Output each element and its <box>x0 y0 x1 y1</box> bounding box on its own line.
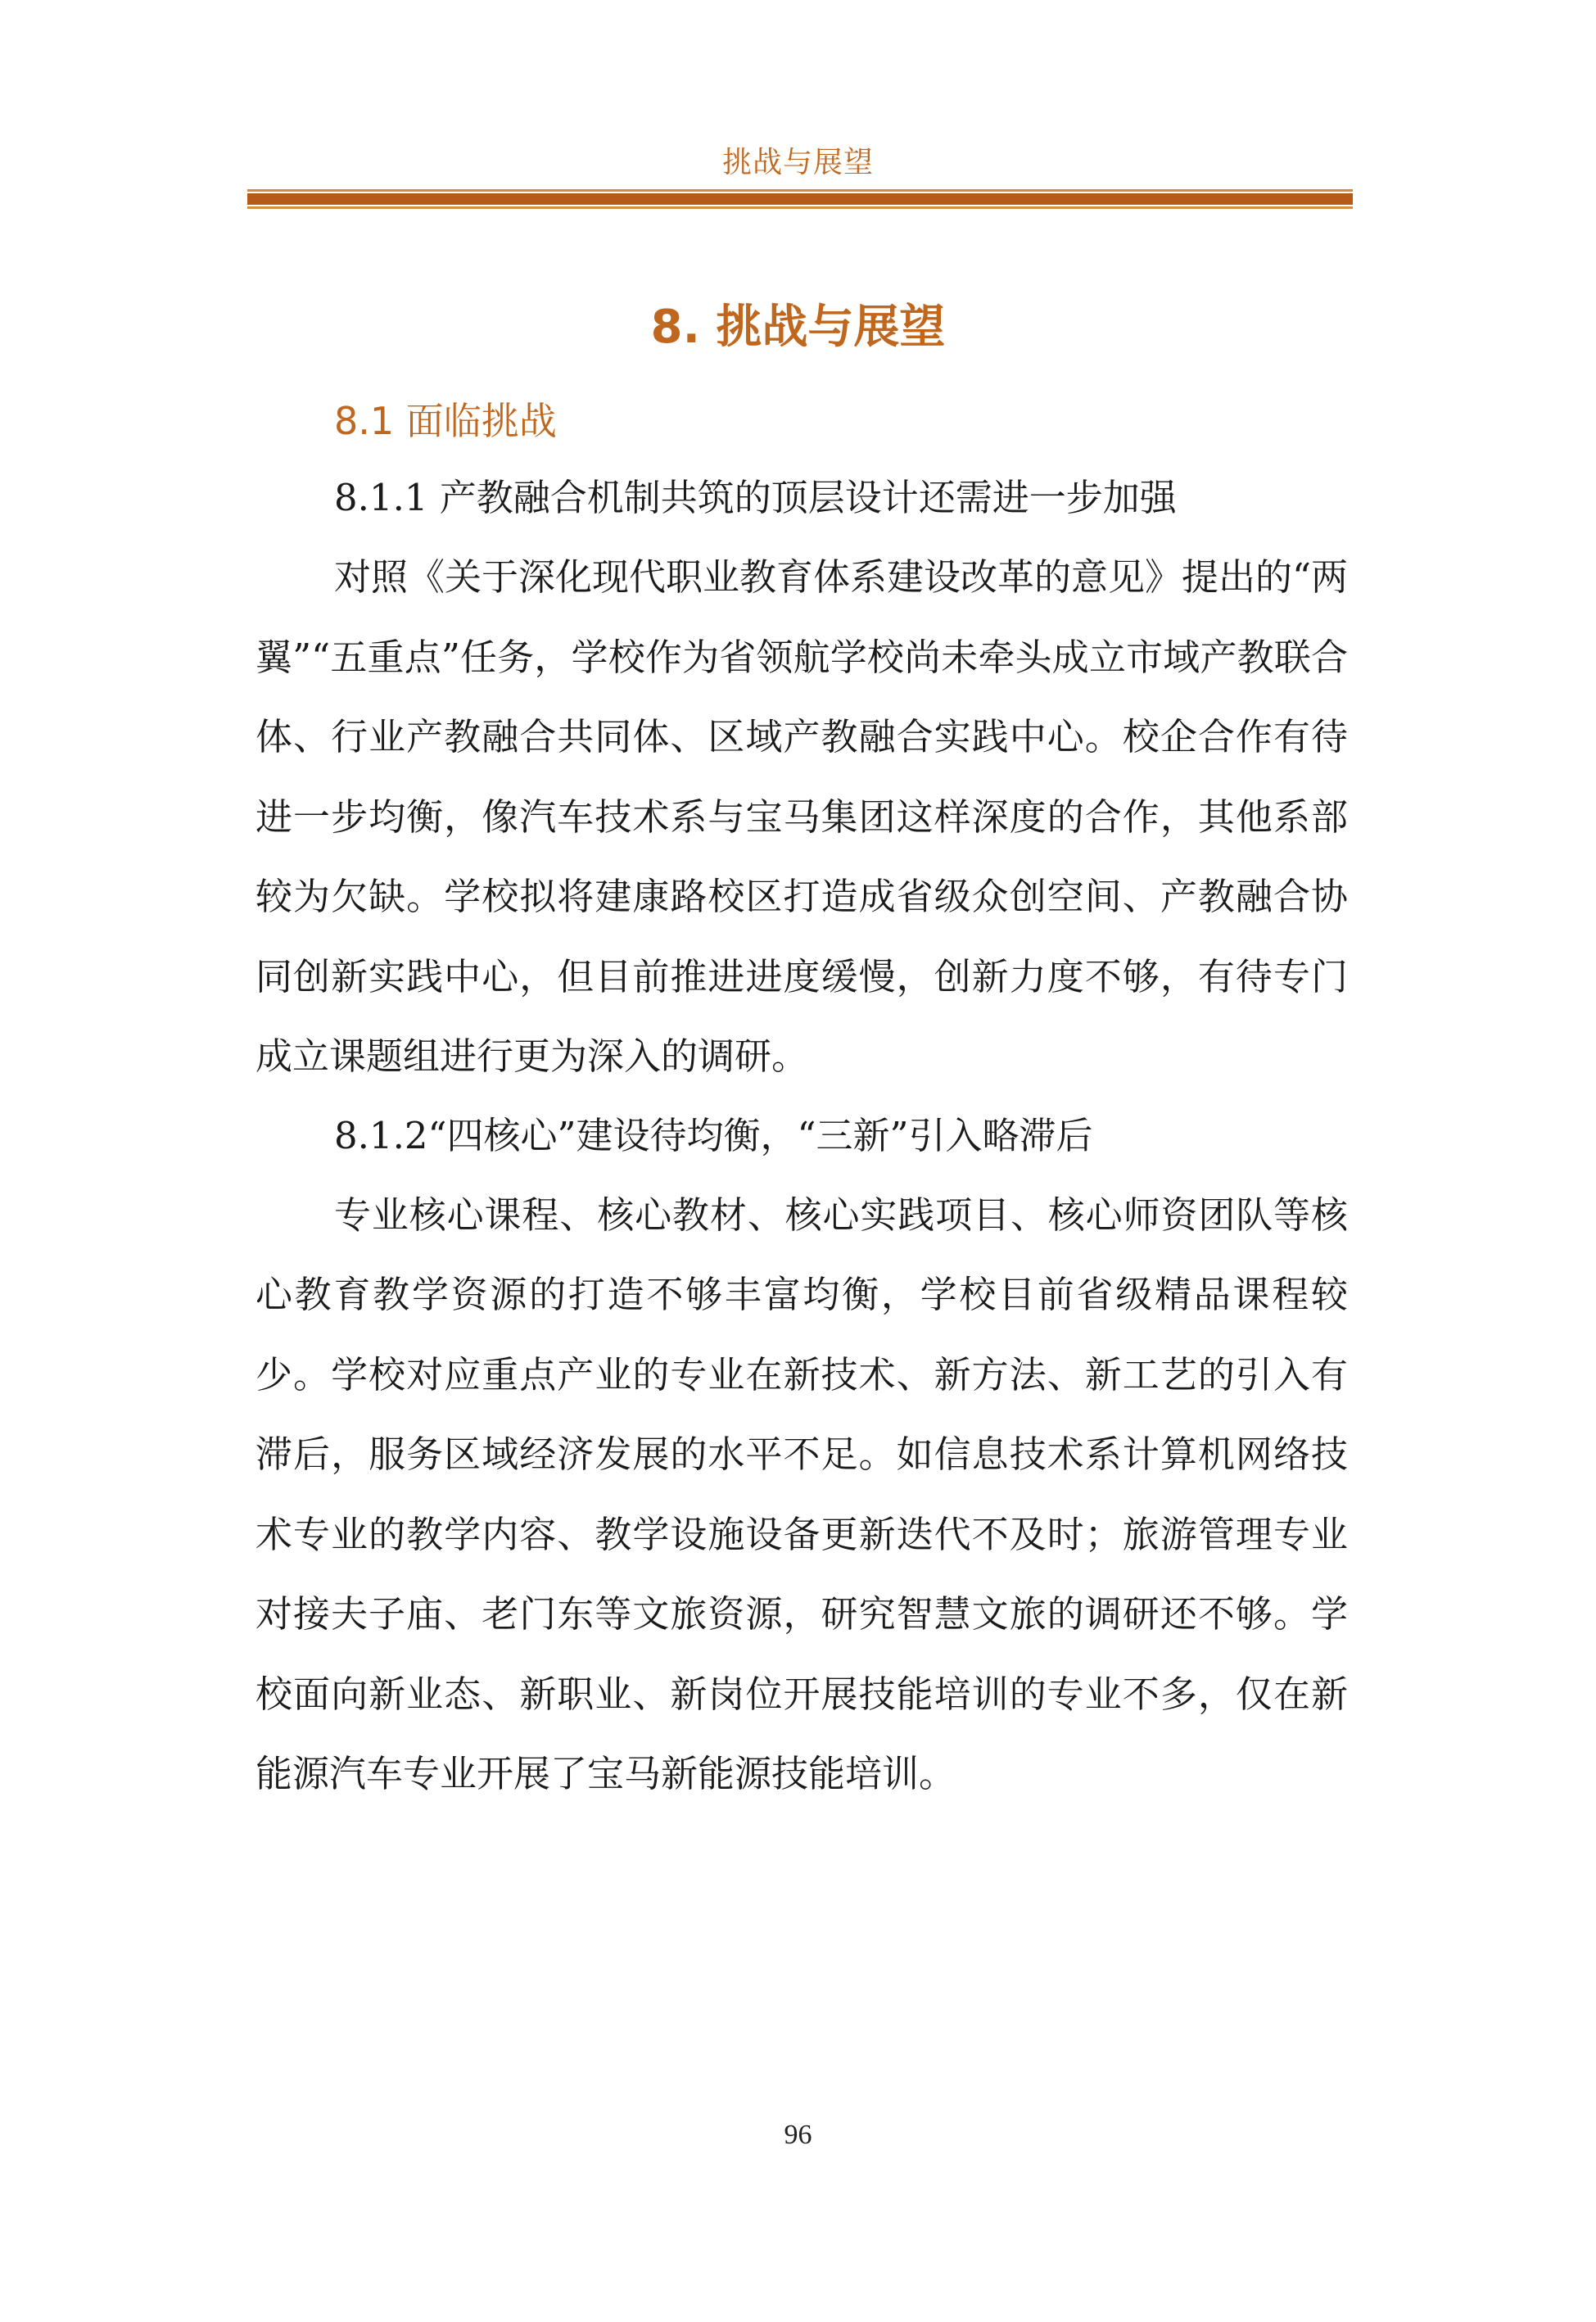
running-header: 挑战与展望 <box>721 146 874 179</box>
section-title: 8.1 面临挑战 <box>334 399 557 443</box>
subsection-title: 8.1.1 产教融合机制共筑的顶层设计还需进一步加强 <box>334 476 1177 519</box>
chapter-title: 8. 挑战与展望 <box>650 301 946 354</box>
body-paragraph: 对照《关于深化现代职业教育体系建设改革的意见》提出的“两翼”“五重点”任务，学校作为省领航学校尚未牵头成立市域产教联合体、行业产教融合共同体、区域产教融合实践中心。校企合作有待进一步均衡，像汽车技术系与宝马集团这样深度的合作，其他系部较为欠缺。学校拟将建康路校区打造成省级众创空间、产教融合协同创新实践中心，但目前推进进度缓慢，创新力度不够，有待专门成立课题组进行更为深入的调研。 <box>255 555 1349 1078</box>
header-rule <box>247 193 1353 205</box>
document-body <box>255 459 1348 1814</box>
page-number: 96 <box>784 2120 812 2150</box>
body-paragraph: 专业核心课程、核心教材、核心实践项目、核心师资团队等核心教育教学资源的打造不够丰富均衡，学校目前省级精品课程较少。学校对应重点产业的专业在新技术、新方法、新工艺的引入有滞后，服务区域经济发展的水平不足。如信息技术系计算机网络技术专业的教学内容、教学设施设备更新迭代不及时；旅游管理专业对接夫子庙、老门东等文旅资源，研究智慧文旅的调研还不够。学校面向新业态、新职业、新岗位开展技能培训的专业不多，仅在新能源汽车专业开展了宝马新能源技能培训。 <box>255 1193 1348 1795</box>
subsection-title: 8.1.2“四核心”建设待均衡，“三新”引入略滞后 <box>334 1113 1093 1157</box>
